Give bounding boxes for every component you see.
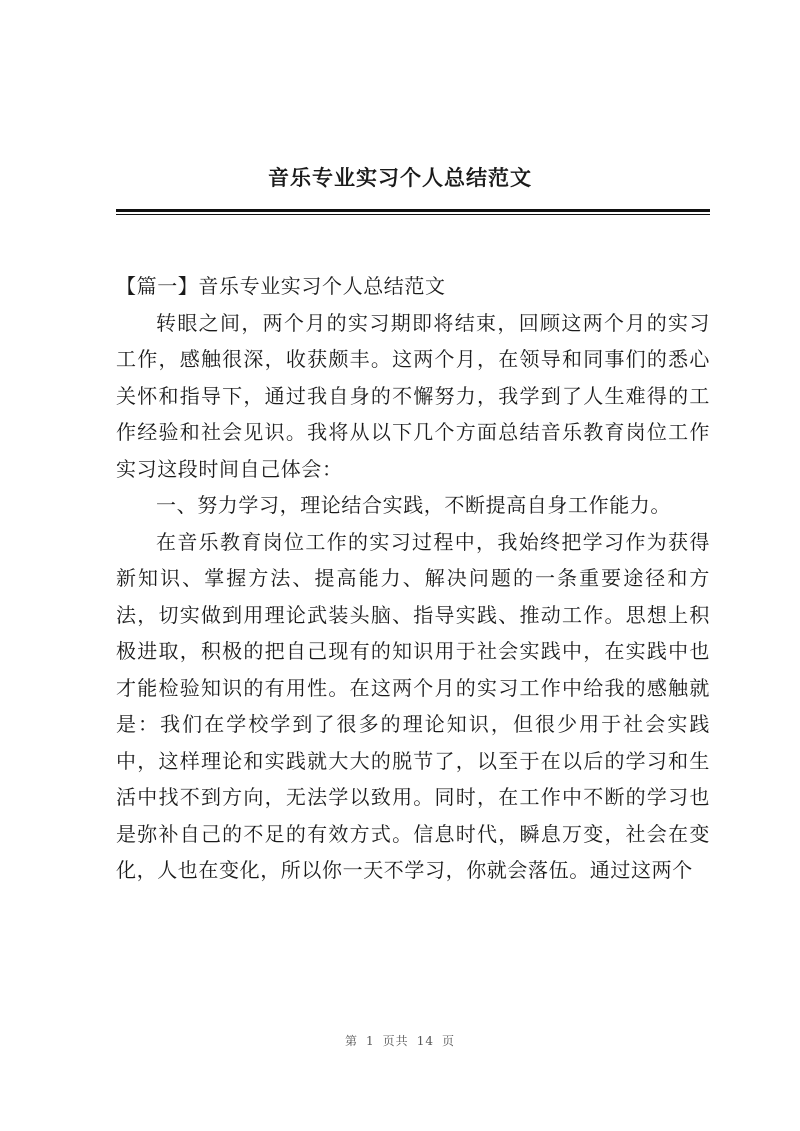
footer-total-pages: 14	[416, 1034, 434, 1048]
section-heading: 【篇一】音乐专业实习个人总结范文	[116, 274, 446, 298]
document-title: 音乐专业实习个人总结范文	[268, 165, 532, 190]
paragraph-point-one: 一、努力学习，理论结合实践，不断提高自身工作能力。	[156, 493, 671, 517]
paragraph-study-practice: 在音乐教育岗位工作的实习过程中，我始终把学习作为获得新知识、掌握方法、提高能力、解决问题的一条重要途径和方法，切实做到用理论武装头脑、指导实践、推动工作。思想上积极进取，积极的把自己现有的知识用于社会实践中，在实践中也才能检验知识的有用性。在这两个月的实习工作中给我的感触就是：我们在学校学到了很多的理论知识，但很少用于社会实践中，这样理论和实践就大大的脱节了，以至于在以后的学习和生活中找不到方向，无法学以致用。同时，在工作中不断的学习也是弥补自己的不足的有效方式。信息时代，瞬息万变，社会在变化，人也在变化，所以你一天不学习，你就会落伍。通过这两个	[116, 529, 710, 882]
page-footer	[0, 1032, 800, 1050]
title-rule-thick	[116, 209, 710, 212]
paragraph-intro: 转眼之间，两个月的实习期即将结束，回顾这两个月的实习工作，感触很深，收获颇丰。这两个月，在领导和同事们的悉心关怀和指导下，通过我自身的不懈努力，我学到了人生难得的工作经验和社会见识。我将从以下几个方面总结音乐教育岗位工作实习这段时间自己体会：	[116, 310, 710, 481]
footer-prefix: 第	[345, 1034, 359, 1048]
footer-current-page: 1	[366, 1034, 375, 1048]
footer-suffix: 页	[441, 1034, 455, 1048]
document-body	[116, 268, 710, 889]
title-rule-thin	[116, 214, 710, 215]
footer-middle: 页共	[382, 1034, 409, 1048]
